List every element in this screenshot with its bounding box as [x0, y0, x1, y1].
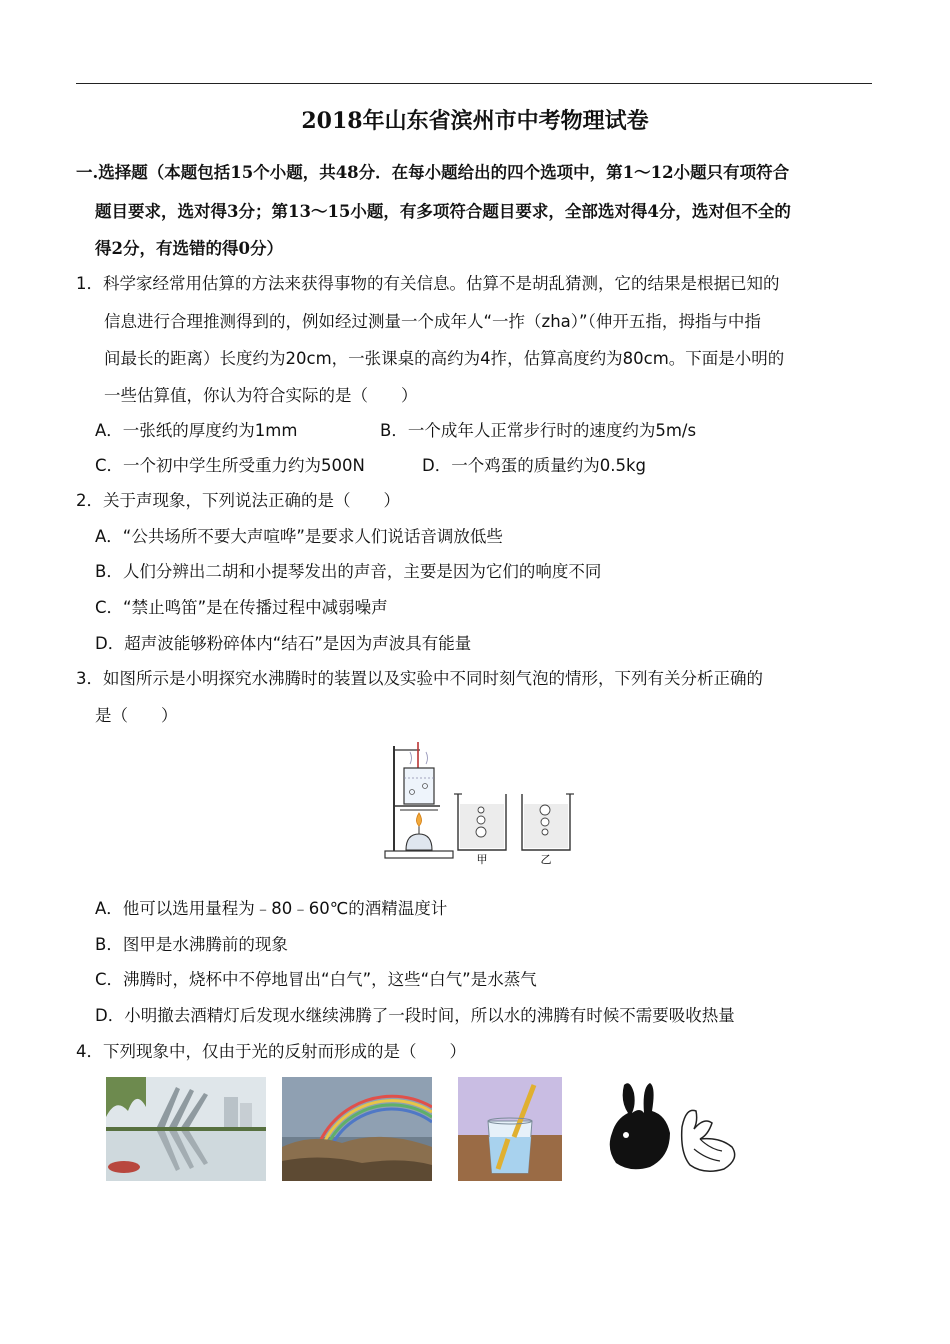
q2-option-d: D．超声波能够粉碎体内“结石”是因为声波具有能量 [95, 634, 472, 653]
alcohol-lamp [406, 834, 432, 850]
q2-option-c: C．“禁止鸣笛”是在传播过程中减弱噪声 [95, 598, 388, 617]
q4-stem: 4．下列现象中，仅由于光的反射而形成的是（ ） [76, 1042, 466, 1061]
section-header-line-3: 得2分，有选错的得0分） [95, 239, 283, 258]
flame [417, 813, 422, 826]
boiling-experiment-figure [380, 738, 580, 868]
q3-stem-line-1: 3．如图所示是小明探究水沸腾时的装置以及实验中不同时刻气泡的情形，下列有关分析正确的 [76, 669, 763, 688]
stand-base [385, 851, 453, 858]
section-header-line-1: 一.选择题（本题包括15个小题，共48分．在每小题给出的四个选项中，第1～12小题只有项符合 [76, 163, 790, 182]
hand-shadow-photo [604, 1077, 744, 1181]
q3-stem-line-2: 是（ ） [95, 706, 178, 725]
page-title: 2018年山东省滨州市中考物理试卷 [301, 108, 649, 134]
q3-option-d: D．小明撤去酒精灯后发现水继续沸腾了一段时间，所以水的沸腾有时候不需要吸收热量 [95, 1006, 735, 1025]
q2-stem: 2．关于声现象，下列说法正确的是（ ） [76, 491, 400, 510]
pencil-in-water-photo [458, 1077, 562, 1181]
q1-option-c: C．一个初中学生所受重力约为500N [95, 456, 365, 475]
section-header-line-2: 题目要求，选对得3分；第13～15小题，有多项符合题目要求，全部选对得4分，选对但不全的 [95, 202, 791, 221]
q3-option-c: C．沸腾时，烧杯中不停地冒出“白气”，这些“白气”是水蒸气 [95, 970, 537, 989]
q1-option-b: B．一个成年人正常步行时的速度约为5m/s [380, 421, 697, 440]
q1-option-a: A．一张纸的厚度约为1mm [95, 421, 298, 440]
reflection-photo [106, 1077, 266, 1181]
q3-option-b: B．图甲是水沸腾前的现象 [95, 935, 288, 954]
header-rule [76, 83, 872, 84]
q3-option-a: A．他可以选用量程为﹣80﹣60℃的酒精温度计 [95, 899, 448, 918]
stand-beaker [404, 768, 434, 804]
q1-stem-line-3: 间最长的距离）长度约为20cm，一张课桌的高约为4拃，估算高度约为80cm。下面是小明的 [104, 349, 785, 368]
figure-label-yi: 乙 [540, 853, 552, 866]
figure-label-jia: 甲 [476, 853, 488, 866]
q2-option-a: A．“公共场所不要大声喧哗”是要求人们说话音调放低些 [95, 527, 503, 546]
q2-option-b: B．人们分辨出二胡和小提琴发出的声音，主要是因为它们的响度不同 [95, 562, 602, 581]
q1-stem-line-4: 一些估算值，你认为符合实际的是（ ） [104, 386, 418, 405]
q1-stem-line-1: 1．科学家经常用估算的方法来获得事物的有关信息。估算不是胡乱猜测，它的结果是根据已知的 [76, 274, 780, 293]
q1-option-d: D．一个鸡蛋的质量约为0.5kg [422, 456, 646, 475]
q1-stem-line-2: 信息进行合理推测得到的，例如经过测量一个成年人“一拃（zha）”（伸开五指，拇指与中指 [104, 312, 761, 331]
rainbow-photo [282, 1077, 432, 1181]
